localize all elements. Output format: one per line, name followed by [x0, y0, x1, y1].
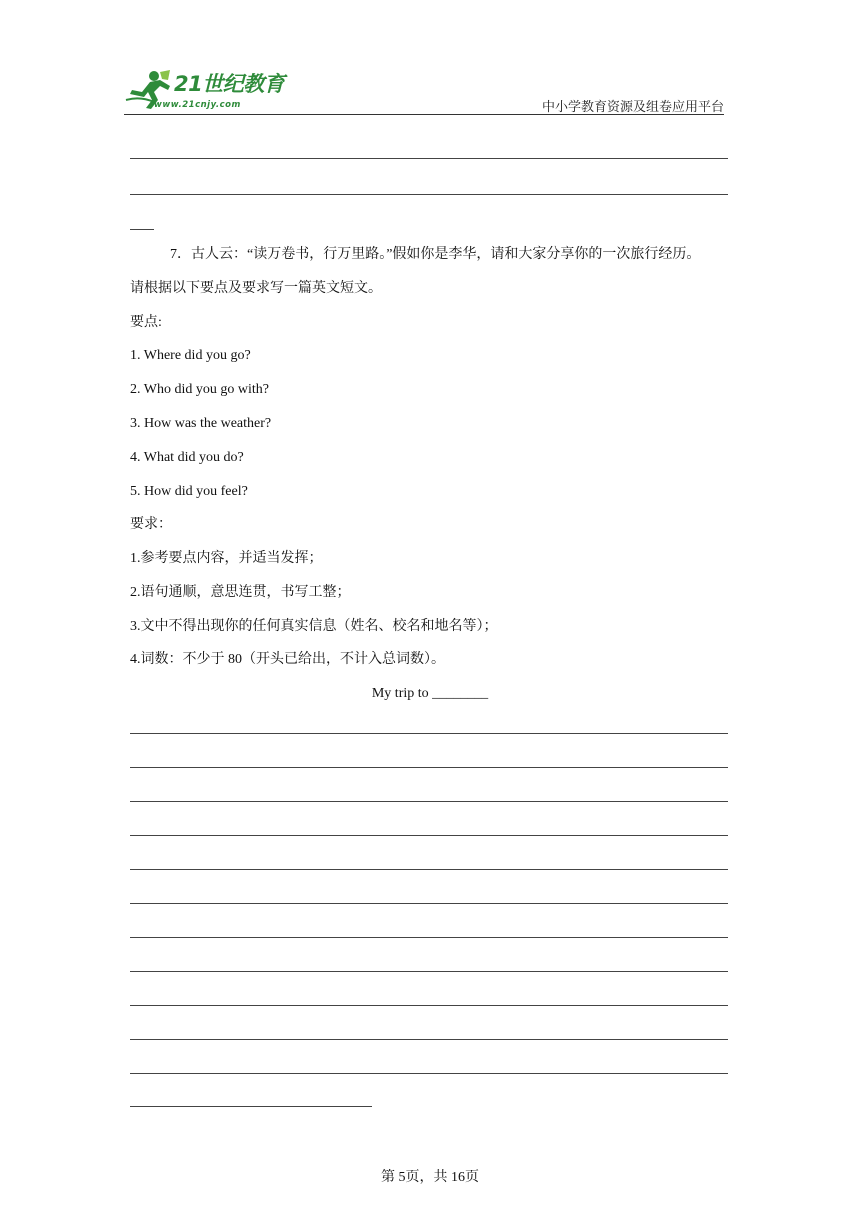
writing-line	[130, 801, 728, 802]
writing-line	[130, 1005, 728, 1006]
essay-title: My trip to ________	[371, 686, 489, 701]
answer-line	[130, 194, 728, 195]
writing-line	[130, 937, 728, 938]
point-item: 2. Who did you go with?	[130, 382, 269, 397]
point-item: 3. How was the weather?	[130, 416, 272, 431]
writing-line	[130, 1073, 728, 1074]
point-item: 5. How did you feel?	[130, 484, 248, 499]
requirement-item: 1.参考要点内容，并适当发挥；	[130, 551, 323, 566]
writing-line	[130, 971, 728, 972]
platform-name: 中小学教育资源及组卷应用平台	[541, 99, 724, 114]
requirement-item: 2.语句通顺，意思连贯，书写工整；	[130, 585, 351, 600]
answer-line-short	[130, 229, 154, 230]
logo-text: 21世纪教育	[174, 72, 285, 96]
brand-logo	[124, 70, 294, 116]
question-intro-line1: 7．古人云：“读万卷书，行万里路。”假如你是李华，请和大家分享你的一次旅行经历。	[170, 247, 701, 262]
writing-line	[130, 903, 728, 904]
header-divider	[124, 114, 724, 115]
writing-line	[130, 869, 728, 870]
requirements-title: 要求：	[130, 517, 172, 532]
page-number: 第 5页，共 16页	[381, 1170, 479, 1185]
question-intro-line2: 请根据以下要点及要求写一篇英文短文。	[130, 281, 382, 296]
point-item: 1. Where did you go?	[130, 348, 251, 363]
logo-url: www.21cnjy.com	[154, 100, 241, 110]
writing-line-short	[130, 1106, 372, 1107]
writing-line	[130, 767, 728, 768]
points-title: 要点:	[130, 315, 162, 330]
requirement-item: 3.文中不得出现你的任何真实信息（姓名、校名和地名等）；	[130, 619, 498, 634]
answer-line	[130, 158, 728, 159]
writing-line	[130, 733, 728, 734]
point-item: 4. What did you do?	[130, 450, 244, 465]
requirement-item: 4.词数：不少于 80（开头已给出，不计入总词数）。	[130, 652, 445, 667]
writing-line	[130, 1039, 728, 1040]
writing-line	[130, 835, 728, 836]
